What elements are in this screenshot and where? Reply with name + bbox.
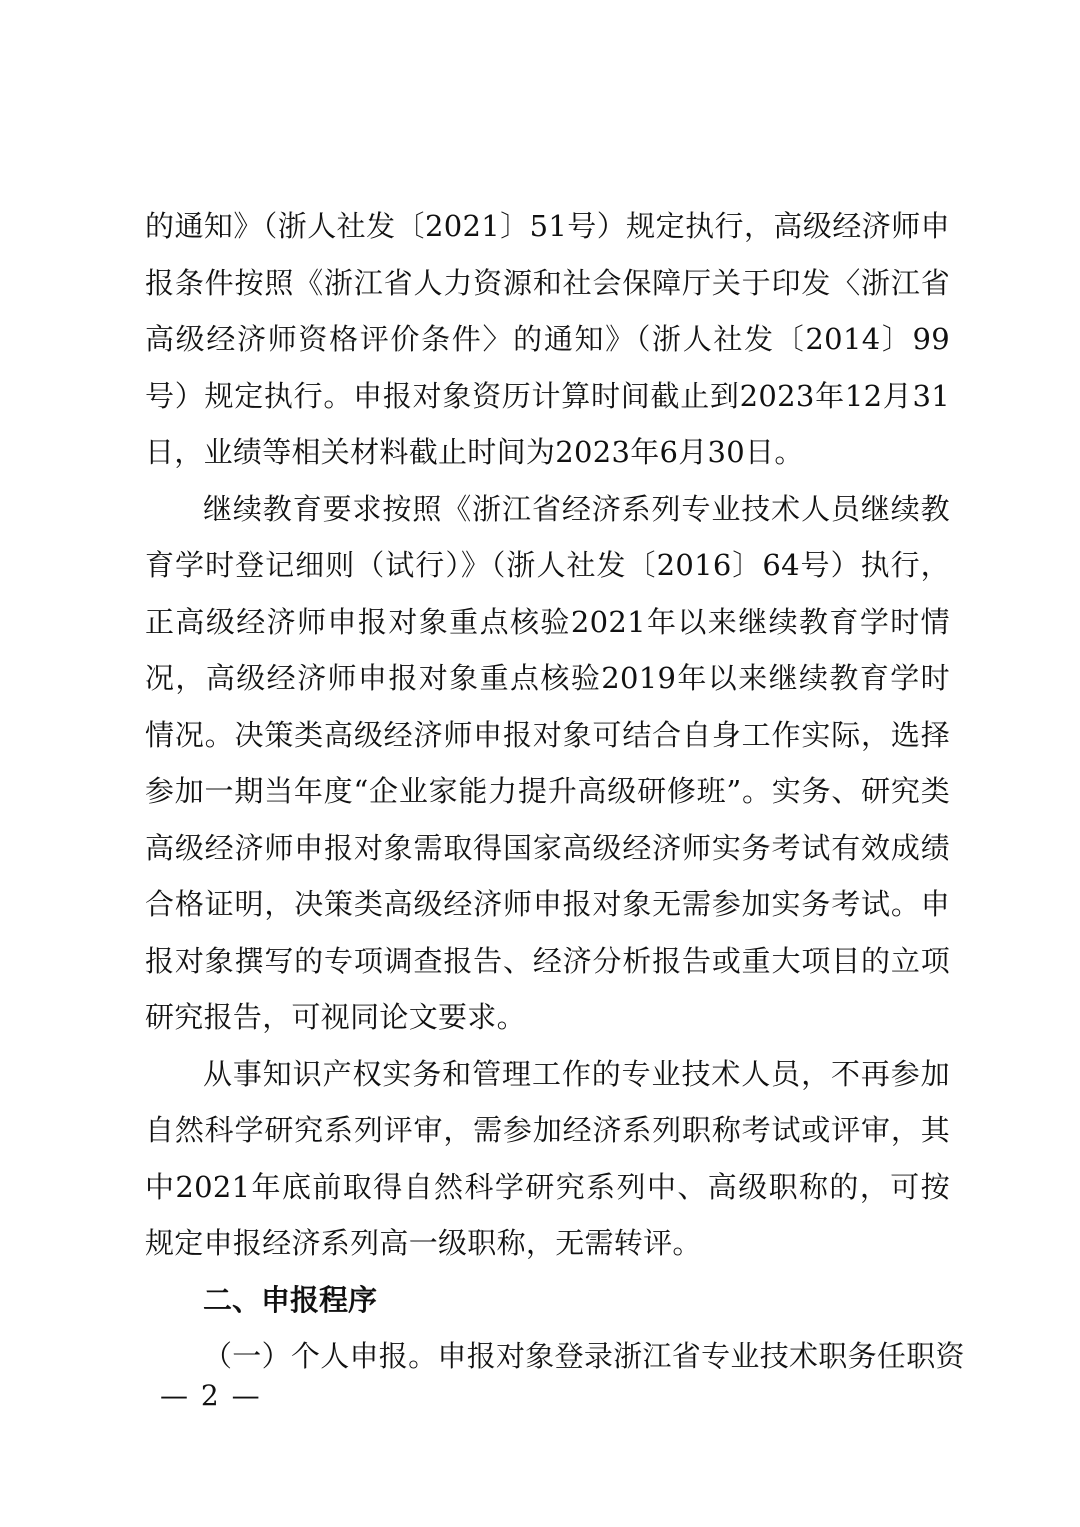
list-item-personal-application: （一）个人申报。申报对象登录浙江省专业技术职务任职资 [203,1339,965,1373]
paragraph-continuation: 的通知》（浙人社发〔2021〕51号）规定执行，高级经济师申报条件按照《浙江省人力资源和社会保障厅关于印发〈浙江省高级经济师资格评价条件〉的通知》（浙人社发〔2014〕99号）规定执行。申报对象资历计算时间截止到2023年12月31日，业绩等相关材料截止时间为2023年6月30日。 [145,209,950,469]
section-heading: 二、申报程序 [203,1282,378,1317]
paragraph-continuing-education: 继续教育要求按照《浙江省经济系列专业技术人员继续教育学时登记细则（试行）》（浙人社发〔2016〕64号）执行，正高级经济师申报对象重点核验2021年以来继续教育学时情况，高级经济师申报对象重点核验2019年以来继续教育学时情况。决策类高级经济师申报对象可结合自身工作实际，选择参加一期当年度“企业家能力提升高级研修班”。实务、研究类高级经济师申报对象需取得国家高级经济师实务考试有效成绩合格证明，决策类高级经济师申报对象无需参加实务考试。申报对象撰写的专项调查报告、经济分析报告或重大项目的立项研究报告，可视同论文要求。 [145,491,950,1034]
page-number: — 2 — [160,1379,262,1412]
paragraph-intellectual-property: 从事知识产权实务和管理工作的专业技术人员，不再参加自然科学研究系列评审，需参加经济系列职称考试或评审，其中2021年底前取得自然科学研究系列中、高级职称的，可按规定申报经济系列高一级职称，无需转评。 [145,1056,950,1260]
document-body [145,198,965,1385]
